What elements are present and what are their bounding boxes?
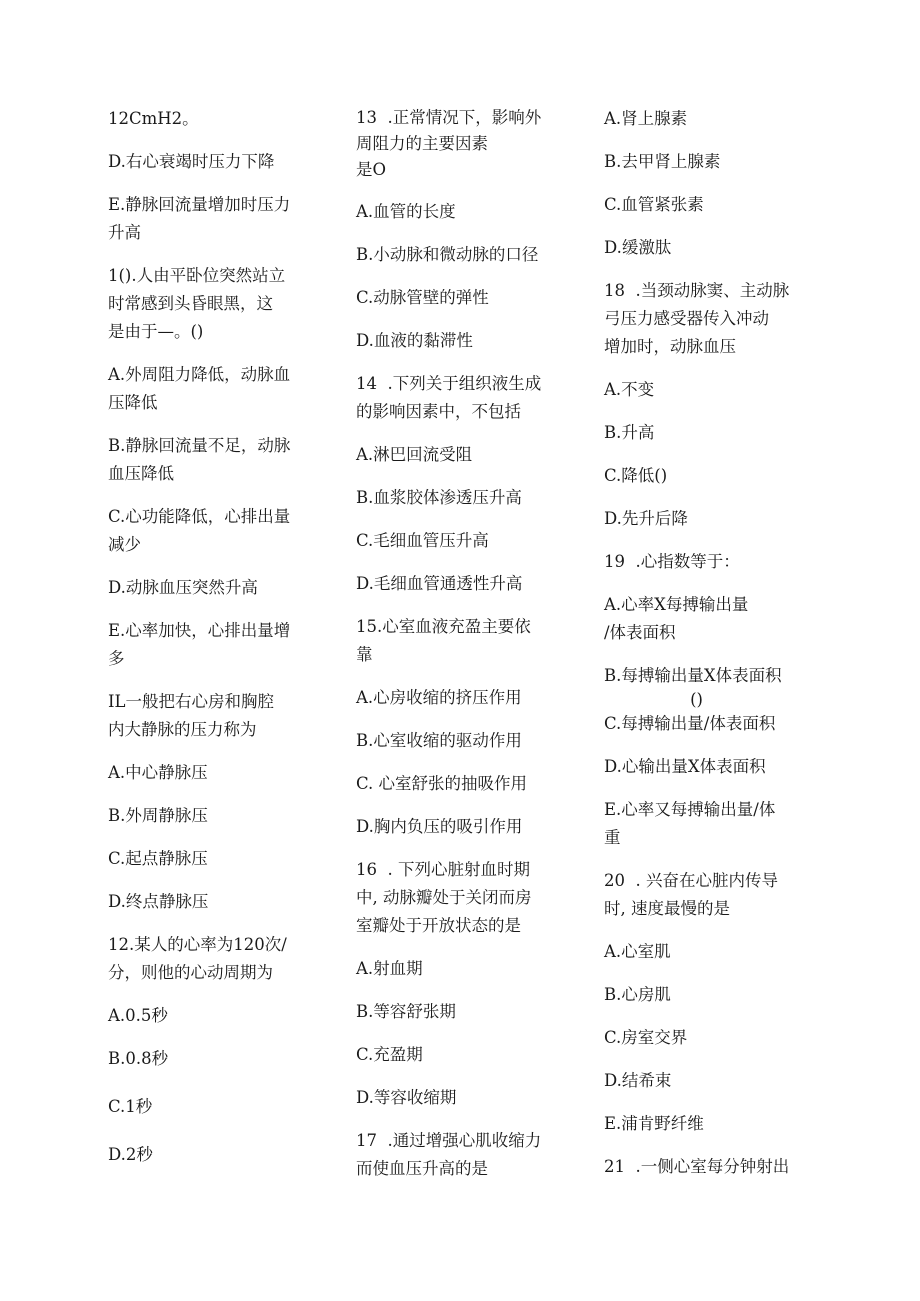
text-line: B.外周静脉压	[108, 806, 208, 825]
text-column-3	[604, 105, 819, 1196]
text-line: C.动脉管壁的弹性	[356, 288, 489, 307]
text-line: C.毛细血管压升高	[356, 531, 489, 550]
text-line: D.结希束	[604, 1071, 672, 1090]
text-column-1	[108, 105, 323, 1184]
text-line: E.浦肯野纤维	[604, 1114, 704, 1133]
text-line: B.静脉回流量不足，动脉 血压降低	[108, 436, 291, 483]
text-line: C.每搏输出量/体表面积	[604, 714, 776, 733]
text-line: 16 . 下列心脏射血时期 中, 动脉瓣处于关闭而房 室瓣处于开放状态的是	[356, 860, 532, 935]
text-line: C.起点静脉压	[108, 849, 208, 868]
text-line: A.心房收缩的挤压作用	[356, 688, 522, 707]
text-line: D.胸内负压的吸引作用	[356, 817, 523, 836]
text-line: A.肾上腺素	[604, 109, 688, 128]
text-line: D.先升后降	[604, 509, 688, 528]
text-line: 21 .一侧心室每分钟射出	[604, 1157, 790, 1176]
text-line: B.心室收缩的驱动作用	[356, 731, 522, 750]
text-line: A.不变	[604, 380, 655, 399]
text-line: 14 .下列关于组织液生成 的影响因素中，不包括	[356, 374, 542, 421]
text-line: C.降低()	[604, 466, 668, 485]
text-line: E.心率又每搏输出量/体 重	[604, 800, 776, 847]
text-line: C. 心室舒张的抽吸作用	[356, 774, 528, 793]
text-line: B.血浆胶体渗透压升高	[356, 488, 522, 507]
text-line: B.0.8秒	[108, 1049, 169, 1068]
text-line: 17 .通过增强心肌收缩力 而使血压升高的是	[356, 1131, 542, 1178]
text-column-2	[356, 105, 571, 1198]
text-line: D.毛细血管通透性升高	[356, 574, 523, 593]
text-line: 19 .心指数等于：	[604, 552, 740, 571]
text-line: ()	[690, 690, 703, 709]
text-line: 15.心室血液充盈主要依 靠	[356, 617, 531, 664]
text-line: A.心率X每搏输出量 /体表面积	[604, 595, 749, 642]
text-line: 18 .当颈动脉窦、主动脉 弓压力感受器传入冲动 增加时，动脉血压	[604, 281, 790, 356]
text-line: D.心输出量X体表面积	[604, 757, 766, 776]
text-line: C.充盈期	[356, 1045, 423, 1064]
text-line: A.中心静脉压	[108, 763, 208, 782]
text-line: B.去甲肾上腺素	[604, 152, 721, 171]
text-line: C.1秒	[108, 1097, 153, 1116]
text-line: E.静脉回流量增加时压力 升高	[108, 195, 291, 242]
text-line: D.右心衰竭时压力下降	[108, 152, 275, 171]
text-line: 12.某人的心率为120次/ 分，则他的心动周期为	[108, 935, 287, 982]
text-line: A.外周阻力降低，动脉血 压降低	[108, 365, 291, 412]
text-line: A.淋巴回流受阻	[356, 445, 473, 464]
text-line: A.0.5秒	[108, 1006, 168, 1025]
text-line: B.小动脉和微动脉的口径	[356, 245, 539, 264]
text-line: 20 . 兴奋在心脏内传导 时, 速度最慢的是	[604, 871, 778, 918]
text-line: B.升高	[604, 423, 655, 442]
text-line: D.动脉血压突然升高	[108, 578, 258, 597]
text-line: 12CmH2。	[108, 109, 199, 128]
text-line: 13 .正常情况下，影响外 周阻力的主要因素 是O	[356, 108, 542, 179]
text-line: D.2秒	[108, 1145, 153, 1164]
text-line: D.终点静脉压	[108, 892, 209, 911]
text-line: C.心功能降低，心排出量 减少	[108, 507, 291, 554]
text-line: C.血管紧张素	[604, 195, 704, 214]
text-line: A.心室肌	[604, 942, 671, 961]
text-line: D.等容收缩期	[356, 1088, 457, 1107]
text-line: IL一般把右心房和胸腔 内大静脉的压力称为	[108, 692, 274, 739]
text-line: E.心率加快，心排出量增 多	[108, 621, 291, 668]
text-line: A.血管的长度	[356, 202, 456, 221]
text-line: D.血液的黏滞性	[356, 331, 473, 350]
text-line: D.缓激肽	[604, 238, 672, 257]
text-line: B.每搏输出量X体表面积	[604, 666, 782, 685]
text-line: A.射血期	[356, 959, 423, 978]
text-line: B.心房肌	[604, 985, 671, 1004]
text-line: 1().人由平卧位突然站立 时常感到头昏眼黑，这 是由于—。()	[108, 266, 286, 341]
text-line: C.房室交界	[604, 1028, 688, 1047]
text-line: B.等容舒张期	[356, 1002, 456, 1021]
